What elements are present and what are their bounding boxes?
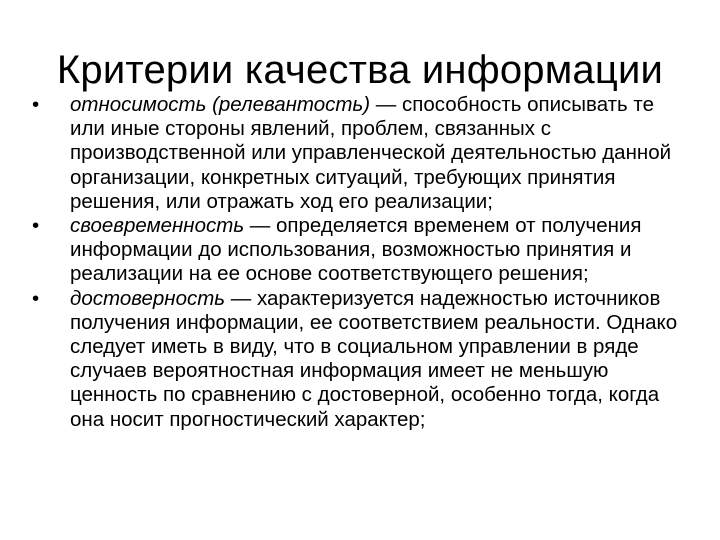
- criterion-term: относимость (релевантость): [70, 93, 371, 116]
- criterion-term: своевременность: [70, 214, 245, 238]
- criterion-definition: — определяется временем от получения информации до использования, возможностью принятия и реализации на ее основе соответствующего решения;: [70, 214, 642, 286]
- criterion-timeliness: [30, 214, 680, 287]
- criterion-relevance: [30, 93, 680, 214]
- criterion-reliability: [30, 287, 680, 432]
- slide-title: Критерии качества информации: [56, 48, 664, 92]
- bullet-icon: •: [32, 286, 40, 310]
- criterion-definition: — характеризуется надежностью источников получения информации, ее соответствием реальности. Однако следует иметь в виду, что в социальном управлении в ряде случаев вероятностная информация имеет не меньшую ценность по сравнению с достоверной, особенно тогда, когда она носит прогностический характер;: [70, 286, 678, 431]
- criteria-list: [30, 93, 680, 432]
- criterion-term: достоверность: [70, 286, 226, 310]
- bullet-icon: •: [32, 93, 40, 116]
- criterion-definition: — способность описывать те или иные стороны явлений, проблем, связанных с производственной или управленческой деятельностью данной организации, конкретных ситуаций, требующих принятия решения, или отражать ход его реализации;: [70, 93, 672, 213]
- bullet-icon: •: [32, 214, 40, 238]
